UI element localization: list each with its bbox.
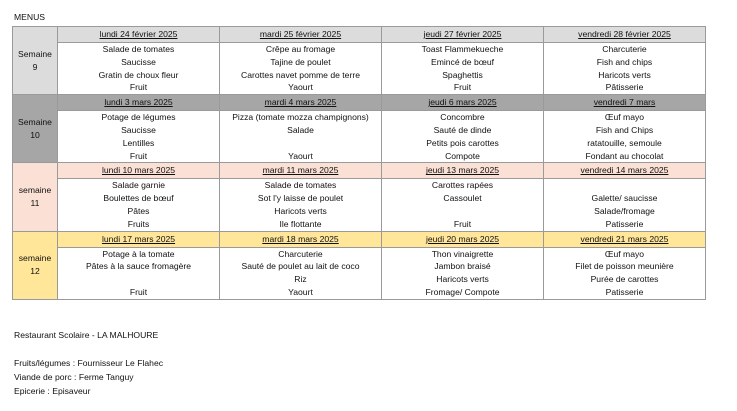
menu-item: [58, 273, 219, 286]
menu-item: Sot l'y laisse de poulet: [257, 193, 344, 204]
day-menu-cell: [58, 43, 220, 95]
menu-item: Potage à la tomate: [102, 248, 175, 259]
week-label: [13, 27, 58, 95]
week-header-row: [13, 95, 706, 111]
day-menu-cell: [220, 43, 382, 95]
day-date: lundi 10 mars 2025: [58, 163, 220, 179]
menu-item: Fruit: [453, 82, 472, 93]
menu-item: Crêpe au fromage: [265, 44, 336, 54]
menus-title: MENUS: [14, 12, 46, 22]
week-menu-row: [13, 43, 706, 95]
menu-item: Haricots verts: [598, 69, 651, 80]
day-menu-cell: [220, 179, 382, 231]
day-date: vendredi 28 février 2025: [544, 27, 706, 43]
restaurant-name: Restaurant Scolaire - LA MALHOURE: [14, 330, 159, 340]
week-label-line: semaine: [18, 253, 52, 264]
day-menu-cell: [544, 43, 706, 95]
week-menu-row: [13, 247, 706, 299]
menu-item: Fruits: [127, 218, 150, 229]
menu-item: Thon vinaigrette: [431, 248, 494, 259]
supplier-grocery: Epicerie : Episaveur: [14, 386, 91, 396]
menu-item: Sauté de dinde: [433, 124, 492, 135]
day-menu-cell: [382, 247, 544, 299]
week-label-line: semaine: [18, 184, 52, 195]
menu-item: Filet de poisson meunière: [575, 261, 674, 272]
week-label-line: 9: [32, 61, 38, 72]
day-date: jeudi 6 mars 2025: [382, 95, 544, 111]
day-date: vendredi 14 mars 2025: [544, 163, 706, 179]
day-date: jeudi 13 mars 2025: [382, 163, 544, 179]
week-label-line: Semaine: [18, 116, 52, 127]
menu-item: Fondant au chocolat: [585, 150, 664, 161]
menu-item: Fruit: [453, 218, 472, 229]
week-header-row: [13, 27, 706, 43]
menu-item: Charcuterie: [278, 248, 323, 259]
menu-item: Yaourt: [288, 150, 313, 161]
day-date: mardi 18 mars 2025: [220, 231, 382, 247]
day-date: vendredi 21 mars 2025: [544, 231, 706, 247]
day-menu-cell: [544, 111, 706, 163]
week-menu-row: [13, 179, 706, 231]
week-label-line: 12: [30, 266, 40, 277]
day-date: lundi 17 mars 2025: [58, 231, 220, 247]
menu-item: Toast Flammekueche: [421, 44, 504, 54]
week-label-line: 11: [30, 197, 40, 208]
menu-item: Haricots verts: [436, 274, 489, 285]
day-menu-cell: [382, 43, 544, 95]
menu-item: Fromage/ Compote: [425, 286, 500, 297]
day-date: lundi 3 mars 2025: [58, 95, 220, 111]
supplier-fruits: Fruits/légumes : Fournisseur Le Flahec: [14, 358, 164, 368]
day-menu-cell: [58, 247, 220, 299]
menu-item: Fruit: [129, 286, 148, 297]
menu-table: [12, 26, 706, 300]
supplier-meat: Viande de porc : Ferme Tanguy: [14, 372, 134, 382]
day-date: mardi 25 février 2025: [220, 27, 382, 43]
menu-item: Haricots verts: [274, 205, 327, 216]
week-header-row: [13, 163, 706, 179]
menu-item: Œuf mayo: [604, 112, 645, 123]
menu-item: Carottes rapées: [431, 180, 494, 191]
menu-item: Sauté de poulet au lait de coco: [241, 261, 360, 272]
menu-item: Charcuterie: [602, 44, 647, 54]
menu-item: Concombre: [440, 112, 485, 123]
day-menu-cell: [58, 179, 220, 231]
menu-item: Purée de carottes: [590, 274, 659, 285]
menu-item: Salade garnie: [111, 180, 166, 191]
menu-item: Salade de tomates: [102, 44, 175, 54]
menu-item: Patisserie: [605, 218, 644, 229]
menu-item: Pâtes à la sauce fromagère: [85, 261, 192, 272]
day-date: jeudi 27 février 2025: [382, 27, 544, 43]
menu-item: Riz: [294, 274, 307, 285]
menu-item: Petits pois carottes: [426, 137, 499, 148]
menu-item: Gratin de choux fleur: [98, 69, 179, 80]
menu-item: Compote: [445, 150, 480, 161]
day-date: jeudi 20 mars 2025: [382, 231, 544, 247]
menu-item: Œuf mayo: [604, 248, 645, 259]
menu-item: Salade: [287, 124, 314, 135]
menu-item: Spaghettis: [442, 69, 483, 80]
menu-item: Salade/fromage: [594, 205, 655, 216]
day-menu-cell: [220, 247, 382, 299]
day-date: vendredi 7 mars: [544, 95, 706, 111]
menu-item: Fruit: [129, 82, 148, 93]
menu-item: Yaourt: [288, 82, 313, 93]
menu-item: Galette/ saucisse: [591, 193, 658, 204]
menu-item: Carottes navet pomme de terre: [241, 69, 360, 80]
day-menu-cell: [544, 247, 706, 299]
menu-item: Ile flottante: [279, 218, 322, 229]
week-header-row: [13, 231, 706, 247]
menu-item: [544, 179, 705, 192]
menu-item: [382, 205, 543, 218]
menu-item: Lentilles: [122, 137, 155, 148]
menu-item: Fish and chips: [596, 56, 653, 67]
menu-item: Cassoulet: [443, 193, 482, 204]
menu-item: Boulettes de bœuf: [103, 193, 174, 204]
menu-item: Fish and Chips: [595, 124, 654, 135]
menu-item: Pâtisserie: [605, 82, 644, 93]
menu-item: ratatouille, semoule: [587, 137, 662, 148]
menu-item: Saucisse: [121, 124, 156, 135]
menu-item: Potage de légumes: [101, 112, 176, 123]
menu-item: Salade de tomates: [264, 180, 337, 191]
menu-item: Patisserie: [605, 286, 644, 297]
week-label-line: 10: [30, 129, 40, 140]
day-menu-cell: [544, 179, 706, 231]
week-menu-row: [13, 111, 706, 163]
week-label: [13, 231, 58, 299]
menu-item: [220, 137, 381, 150]
menu-item: Pâtes: [127, 205, 150, 216]
menu-item: Emincé de bœuf: [430, 56, 495, 67]
day-date: lundi 24 février 2025: [58, 27, 220, 43]
menu-item: Yaourt: [288, 286, 313, 297]
day-menu-cell: [382, 179, 544, 231]
day-menu-cell: [58, 111, 220, 163]
week-label: [13, 163, 58, 231]
menu-item: Tajine de poulet: [270, 56, 331, 67]
menu-item: Jambon braisé: [434, 261, 491, 272]
day-menu-cell: [382, 111, 544, 163]
menu-item: Pizza (tomate mozza champignons): [232, 112, 369, 123]
week-label-line: Semaine: [18, 48, 52, 59]
day-date: mardi 11 mars 2025: [220, 163, 382, 179]
day-date: mardi 4 mars 2025: [220, 95, 382, 111]
day-menu-cell: [220, 111, 382, 163]
menu-item: Fruit: [129, 150, 148, 161]
menu-item: Saucisse: [121, 56, 156, 67]
week-label: [13, 95, 58, 163]
